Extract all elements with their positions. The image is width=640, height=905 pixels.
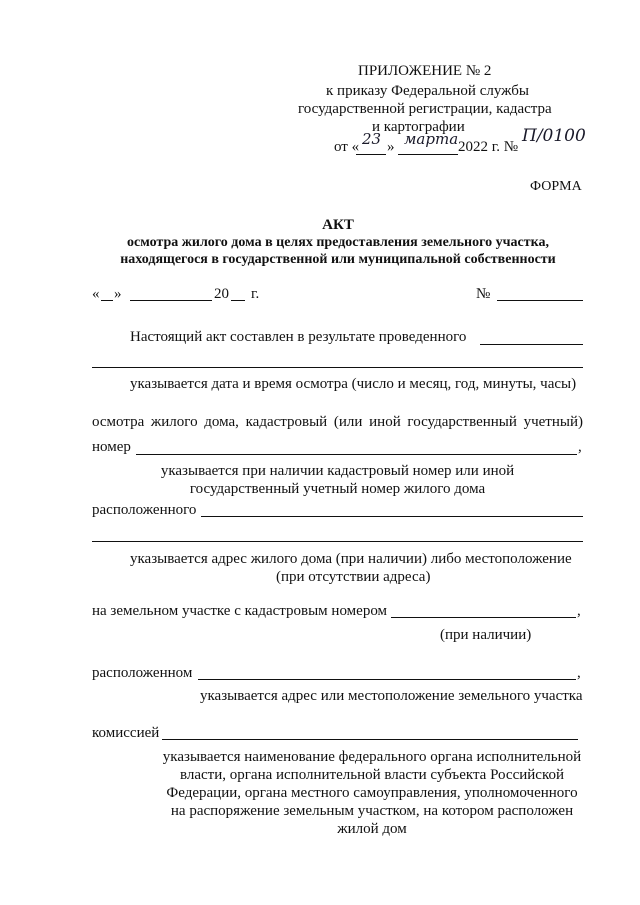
- order-day-underline: [356, 154, 386, 155]
- hint-commission-2: власти, органа исполнительной власти субъекта Российской: [179, 767, 565, 783]
- land-plot-label: на земельном участке с кадастровым номером: [92, 603, 388, 619]
- commission-field[interactable]: [162, 739, 578, 740]
- intro-field[interactable]: [480, 344, 583, 345]
- doc-subtitle-1: осмотра жилого дома в целях предоставления земельного участка,: [127, 235, 549, 250]
- hint-datetime: указывается дата и время осмотра (число и месяц, год, минуты, часы): [130, 376, 577, 392]
- date-year-suffix: г.: [251, 286, 260, 302]
- comma-3: ,: [577, 665, 581, 681]
- order-number-handwritten: П/0100: [522, 126, 586, 146]
- forma-label: ФОРМА: [530, 179, 582, 194]
- order-year-number: 2022 г. №: [458, 139, 519, 155]
- hint-commission-4: на распоряжение земельным участком, на котором расположен: [170, 803, 574, 819]
- header-line-1: к приказу Федеральной службы: [326, 83, 530, 99]
- doc-title: АКТ: [322, 217, 354, 233]
- date-day-field[interactable]: [101, 300, 113, 301]
- order-prefix: от «: [334, 139, 360, 155]
- hint-land-address: указывается адрес или местоположение земельного участка: [200, 688, 583, 704]
- order-month-underline: [398, 154, 458, 155]
- order-month-handwritten: марта: [404, 130, 459, 148]
- if-available-note: (при наличии): [440, 627, 532, 643]
- date-year-prefix: 20: [214, 286, 229, 302]
- date-year-field[interactable]: [231, 300, 245, 301]
- number-label: номер: [92, 439, 131, 455]
- doc-subtitle-2: находящегося в государственной или муниципальной собственности: [120, 252, 556, 267]
- header-line-2: государственной регистрации, кадастра: [298, 101, 552, 117]
- land-address-field[interactable]: [198, 679, 576, 680]
- intro-text: Настоящий акт составлен в результате проведенного: [130, 329, 467, 345]
- header-line-3: и картографии: [372, 119, 465, 135]
- hint-commission-1: указывается наименование федерального органа исполнительной: [162, 749, 582, 765]
- hint-commission-3: Федерации, органа местного самоуправления, уполномоченного: [166, 785, 578, 801]
- house-address-field-2[interactable]: [92, 541, 583, 542]
- located2-label: расположенном: [92, 665, 193, 681]
- appendix-title: ПРИЛОЖЕНИЕ № 2: [358, 63, 492, 79]
- order-mid: »: [387, 139, 395, 155]
- land-plot-number-field[interactable]: [391, 617, 576, 618]
- located-label: расположенного: [92, 502, 197, 518]
- order-day-handwritten: 23: [362, 130, 382, 148]
- date-close-quote: »: [114, 286, 122, 302]
- inspection-text: осмотра жилого дома, кадастровый (или иной государственный учетный): [92, 414, 583, 430]
- cadastral-number-field[interactable]: [136, 454, 577, 455]
- date-month-field[interactable]: [130, 300, 212, 301]
- hint-cadastral-2: государственный учетный номер жилого дома: [189, 481, 486, 497]
- house-address-field[interactable]: [201, 516, 583, 517]
- datetime-field[interactable]: [92, 367, 583, 368]
- hint-cadastral-1: указывается при наличии кадастровый номер или иной: [160, 463, 515, 479]
- hint-address-2: (при отсутствии адреса): [276, 569, 431, 585]
- commission-label: комиссией: [92, 725, 160, 741]
- date-open-quote: «: [92, 286, 100, 302]
- hint-address-1: указывается адрес жилого дома (при наличии) либо местоположение: [130, 551, 572, 567]
- comma-1: ,: [578, 439, 582, 455]
- doc-number-field[interactable]: [497, 300, 583, 301]
- number-sign: №: [476, 286, 491, 302]
- comma-2: ,: [577, 603, 581, 619]
- hint-commission-5: жилой дом: [337, 821, 407, 837]
